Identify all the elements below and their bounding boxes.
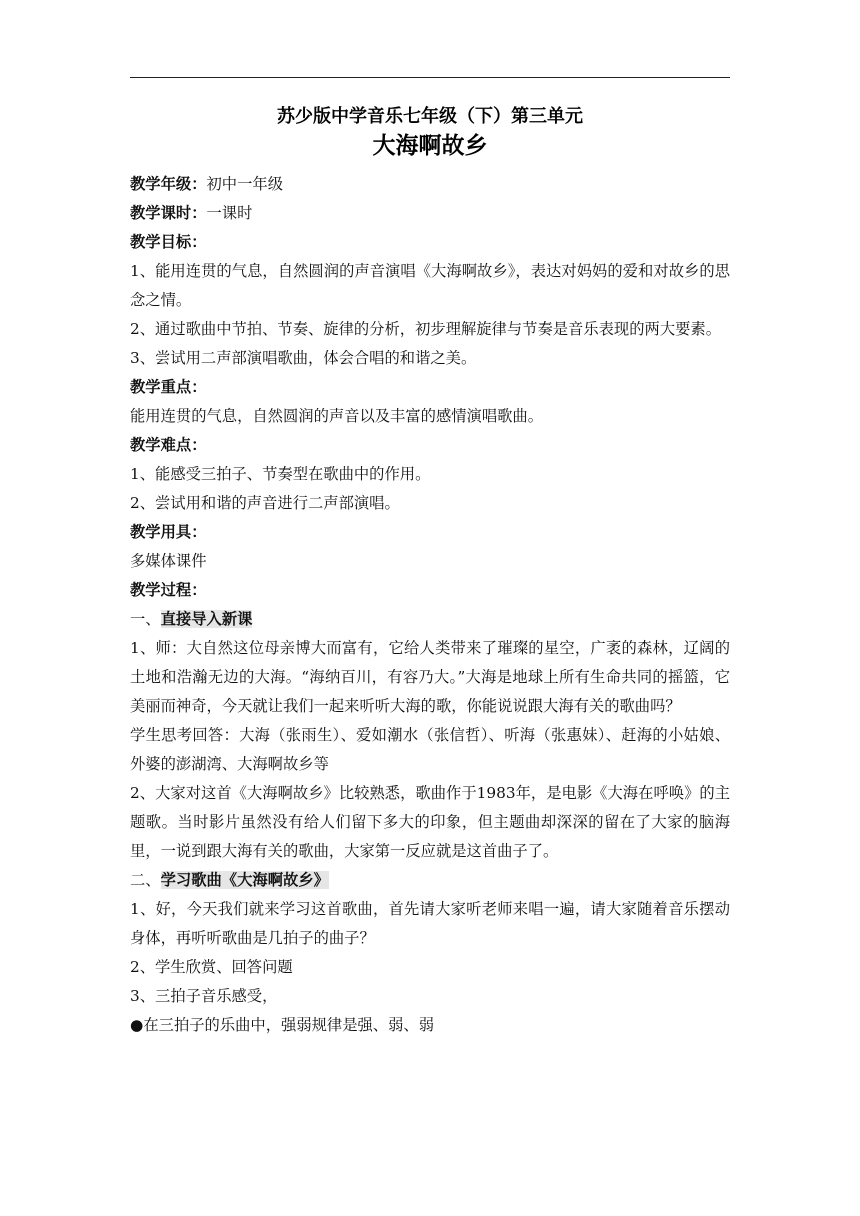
tools-heading: 教学用具： bbox=[130, 523, 207, 541]
grade-value: 初中一年级 bbox=[206, 175, 283, 193]
section2-paragraph: ●在三拍子的乐曲中，强弱规律是强、弱、弱 bbox=[130, 1016, 434, 1034]
hours-value: 一课时 bbox=[206, 204, 253, 222]
section1-prefix: 一、 bbox=[130, 610, 161, 628]
grade-line bbox=[130, 170, 730, 199]
section2-paragraph: 1、好，今天我们就来学习这首歌曲，首先请大家听老师来唱一遍，请大家随着音乐摆动身体，再听听歌曲是几拍子的曲子？ bbox=[130, 900, 730, 947]
objective-item: 1、能用连贯的气息，自然圆润的声音演唱《大海啊故乡》，表达对妈妈的爱和对故乡的思念之情。 bbox=[130, 262, 730, 309]
section2-title: 学习歌曲《大海啊故乡》 bbox=[160, 871, 329, 889]
document-subtitle: 苏少版中学音乐七年级（下）第三单元 bbox=[277, 106, 583, 127]
hours-line bbox=[130, 199, 730, 228]
difficulty-item: 1、能感受三拍子、节奏型在歌曲中的作用。 bbox=[130, 465, 431, 483]
section1-title: 直接导入新课 bbox=[160, 610, 253, 628]
section2-heading bbox=[130, 866, 730, 895]
difficulties-heading: 教学难点： bbox=[130, 436, 207, 454]
process-heading: 教学过程： bbox=[130, 581, 207, 599]
difficulty-item: 2、尝试用和谐的声音进行二声部演唱。 bbox=[130, 494, 400, 512]
key-points-text: 能用连贯的气息，自然圆润的声音以及丰富的感情演唱歌曲。 bbox=[130, 407, 544, 425]
section1-paragraph: 1、师：大自然这位母亲博大而富有，它给人类带来了璀璨的星空，广袤的森林，辽阔的土地和浩瀚无边的大海。“海纳百川，有容乃大。”大海是地球上所有生命共同的摇篮，它美丽而神奇，今天就让我们一起来听听大海的歌，你能说说跟大海有关的歌曲吗？ bbox=[130, 639, 730, 715]
section2-prefix: 二、 bbox=[130, 871, 161, 889]
section2-paragraph: 3、三拍子音乐感受， bbox=[130, 987, 278, 1005]
document-body bbox=[130, 104, 730, 1040]
section2-paragraph: 2、学生欣赏、回答问题 bbox=[130, 958, 293, 976]
section1-heading bbox=[130, 605, 730, 634]
objective-item: 3、尝试用二声部演唱歌曲，体会合唱的和谐之美。 bbox=[130, 349, 477, 367]
objectives-heading: 教学目标： bbox=[130, 233, 207, 251]
document-title: 大海啊故乡 bbox=[372, 133, 488, 159]
grade-label: 教学年级： bbox=[130, 175, 207, 193]
tools-text: 多媒体课件 bbox=[130, 552, 207, 570]
section1-paragraph: 学生思考回答：大海（张雨生）、爱如潮水（张信哲）、听海（张惠妹）、赶海的小姑娘、外婆的澎湖湾、大海啊故乡等 bbox=[130, 726, 730, 773]
objective-item: 2、通过歌曲中节拍、节奏、旋律的分析，初步理解旋律与节奏是音乐表现的两大要素。 bbox=[130, 320, 722, 338]
header-rule bbox=[130, 77, 730, 78]
key-points-heading: 教学重点： bbox=[130, 378, 207, 396]
section1-paragraph: 2、大家对这首《大海啊故乡》比较熟悉，歌曲作于1983年，是电影《大海在呼唤》的主题歌。当时影片虽然没有给人们留下多大的印象，但主题曲却深深的留在了大家的脑海里，一说到跟大海有关的歌曲，大家第一反应就是这首曲子了。 bbox=[130, 784, 730, 860]
hours-label: 教学课时： bbox=[130, 204, 207, 222]
